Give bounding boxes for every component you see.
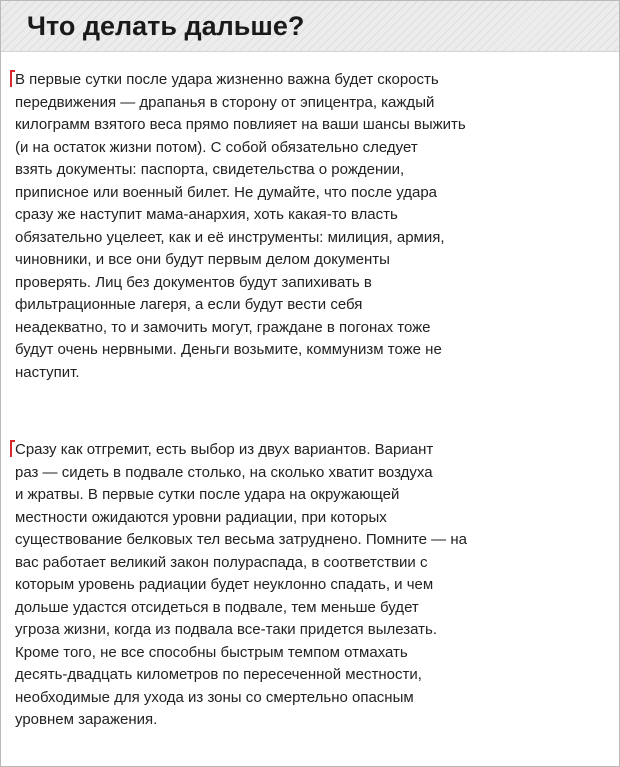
paragraph-line: и жратвы. В первые сутки после удара на окружающей — [15, 486, 400, 503]
paragraph-line: необходимые для ухода из зоны со смертельно опасным — [15, 688, 414, 706]
paragraph-line: сразу же наступит мама-анархия, хоть какая-то власть — [15, 206, 398, 223]
paragraph-line: В первые сутки после удара жизненно важна будет скорость — [10, 69, 593, 92]
paragraph-line: уровнем заражения. — [15, 711, 158, 728]
paragraph-2 — [15, 439, 593, 732]
paragraph-1 — [15, 69, 593, 384]
paragraph-line: проверять. Лиц без документов будут запихивать в — [15, 273, 372, 291]
paragraph-line: которым уровень радиации будет неуклонно спадать, и чем — [15, 576, 434, 593]
paragraph-line: Кроме того, не все способны быстрым темпом отмахать — [15, 643, 408, 661]
article-title: Что делать дальше? — [27, 11, 305, 41]
paragraph-line: будут очень нервными. Деньги возьмите, коммунизм тоже не — [15, 341, 442, 358]
paragraph-line: вас работает великий закон полураспада, в соответствии с — [15, 553, 428, 571]
paragraph-line: обязательно уцелеет, как и её инструменты: милиция, армия, — [15, 228, 445, 246]
paragraph-line: передвижения — драпанья в сторону от эпицентра, каждый — [15, 93, 435, 111]
paragraph-line: дольше удастся отсидеться в подвале, тем меньше будет — [15, 598, 419, 616]
paragraph-line: местности ожидаются уровни радиации, при которых — [15, 508, 387, 526]
article-header — [1, 1, 619, 52]
paragraph-line: наступит. — [15, 363, 80, 381]
paragraph-line: (и на остаток жизни потом). С собой обязательно следует — [15, 138, 418, 156]
paragraph-line: приписное или военный билет. Не думайте, что после удара — [15, 183, 438, 201]
paragraph-line: угроза жизни, когда из подвала все-таки придется вылезать. — [15, 621, 437, 638]
paragraph-line: существование белковых тел весьма затруднено. Помните — на — [15, 531, 467, 548]
paragraph-line: раз — сидеть в подвале столько, на сколько хватит воздуха — [15, 463, 433, 481]
paragraph-line: неадекватно, то и замочить могут, граждане в погонах тоже — [15, 318, 431, 336]
paragraph-line: фильтрационные лагеря, а если будут вести себя — [15, 296, 363, 313]
paragraph-line: взять документы: паспорта, свидетельства о рождении, — [15, 161, 405, 178]
paragraph-line: килограмм взятого веса прямо повлияет на ваши шансы выжить — [15, 116, 466, 133]
paragraph-line: Сразу как отгремит, есть выбор из двух вариантов. Вариант — [10, 439, 593, 462]
paragraph-line: десять-двадцать километров по пересеченной местности, — [15, 666, 422, 683]
paragraph-line: чиновники, и все они будут первым делом документы — [15, 251, 390, 268]
